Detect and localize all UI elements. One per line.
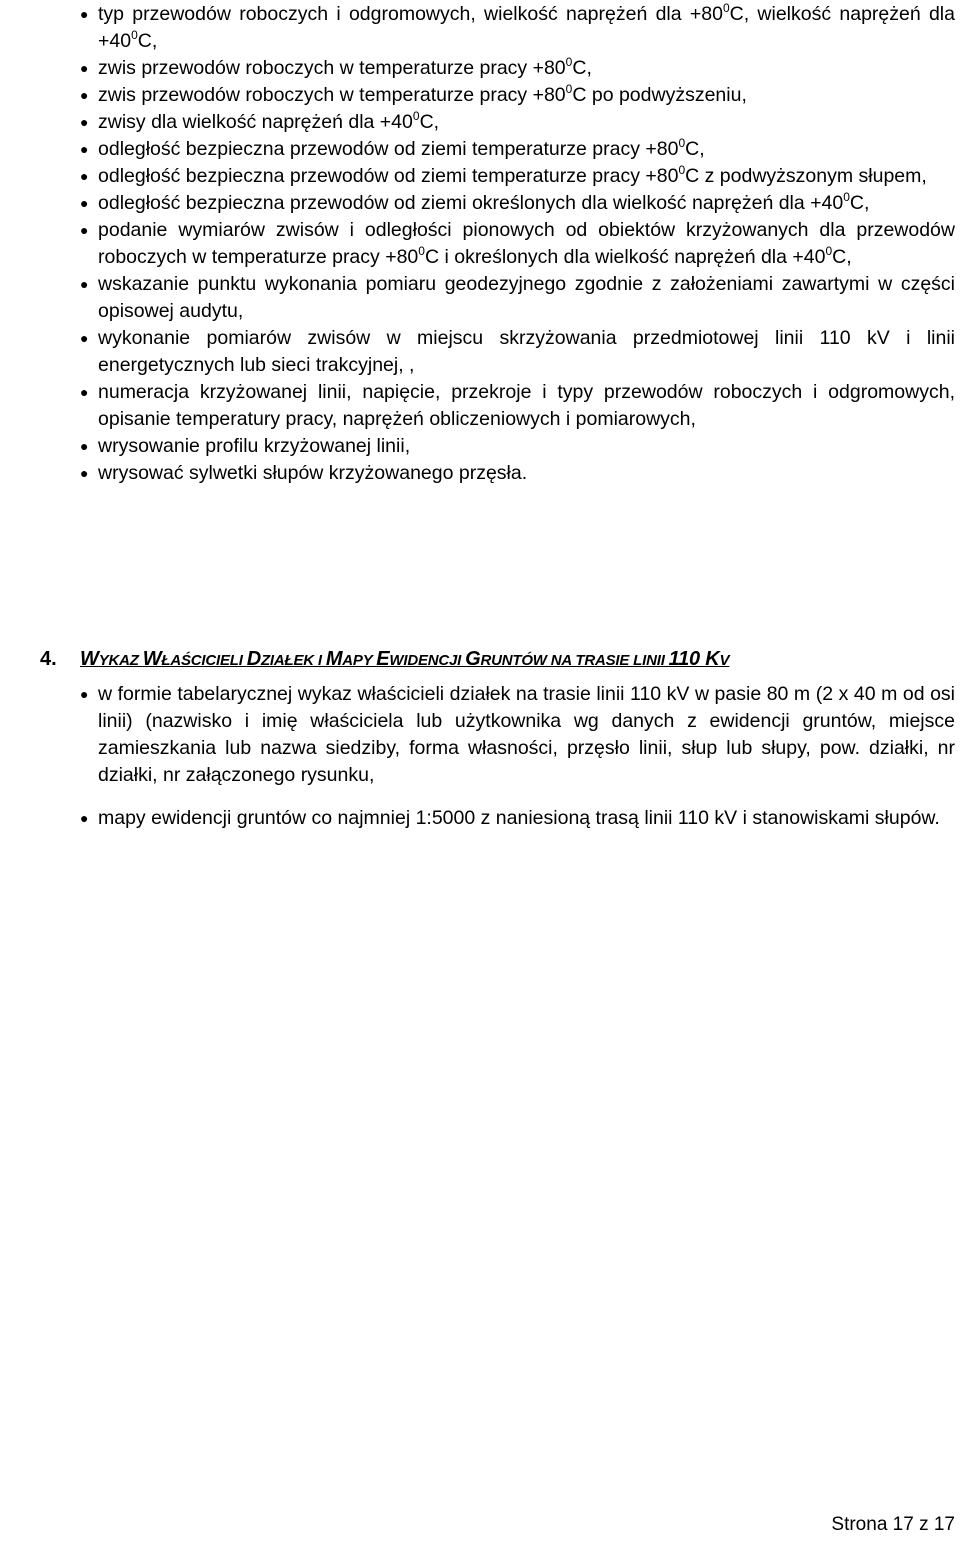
title-fragment: 110 K [668, 648, 720, 670]
list-item-text: C, [685, 138, 705, 160]
list-item [0, 1, 960, 55]
bullet-icon: ● [80, 330, 89, 346]
bullet-icon: ● [80, 276, 89, 292]
title-fragment: ŁAŚCICIELI [161, 652, 247, 669]
list-item [0, 271, 960, 325]
list-item-text: zwisy dla wielkość naprężeń dla +40 [98, 111, 413, 133]
bullet-icon: ● [80, 438, 89, 454]
bullet-icon: ● [80, 195, 89, 211]
bullet-icon: ● [80, 141, 89, 157]
list-item [0, 325, 960, 379]
page-number: Strona 17 z 17 [831, 1514, 955, 1535]
bullet-icon: ● [80, 60, 89, 76]
title-fragment: V [719, 652, 730, 669]
list-item-text: C, wielkość naprężeń dla +40 [98, 3, 955, 52]
list-item [0, 109, 960, 136]
list-item [0, 190, 960, 217]
list-item [0, 681, 960, 789]
list-item-text: typ przewodów roboczych i odgromowych, wielkość naprężeń dla +80 [98, 3, 723, 25]
list-item-text: C, [832, 246, 852, 268]
list-item-text: mapy ewidencji gruntów co najmniej 1:5000 z naniesioną trasą linii 110 kV i stanowiskami słupów. [98, 807, 940, 829]
list-item [0, 136, 960, 163]
bullet-icon: ● [80, 222, 89, 238]
bullet-icon: ● [80, 114, 89, 130]
title-fragment: ZIAŁEK I [260, 652, 326, 669]
list-item-text: wrysowanie profilu krzyżowanej linii, [98, 435, 411, 457]
title-fragment: W [80, 648, 99, 670]
list-item-text: C z podwyższonym słupem, [685, 165, 927, 187]
list-item-text: C, [572, 57, 592, 79]
list-item-text: odległość bezpieczna przewodów od ziemi temperaturze pracy +80 [98, 165, 679, 187]
title-fragment: G [465, 648, 481, 670]
list-item [0, 805, 960, 832]
list-item [0, 460, 960, 487]
list-item-text: podanie wymiarów zwisów i odległości pionowych od obiektów krzyżowanych dla przewodów roboczych w temperaturze pracy +80 [98, 219, 955, 268]
list-item-text: w formie tabelarycznej wykaz właścicieli działek na trasie linii 110 kV w pasie 80 m (2 x 40 m od osi linii) (nazwisko i imię właściciela lub użytkownika wg danych z ewidencji gruntów, miejsce zamieszkania lub nazwa siedziby, forma własności, przęsło linii, słup lub słupy, pow. działki, nr działki, nr załączonego rysunku, [98, 683, 955, 786]
superscript: 0 [843, 190, 850, 204]
ownership-list [0, 681, 960, 848]
title-fragment: RUNTÓW NA TRASIE LINII [480, 652, 669, 669]
superscript: 0 [131, 28, 138, 42]
bullet-icon: ● [80, 6, 89, 22]
title-fragment: D [246, 648, 261, 670]
list-item [0, 379, 960, 433]
list-item [0, 433, 960, 460]
superscript: 0 [825, 244, 833, 258]
superscript: 0 [565, 82, 573, 96]
bullet-icon: ● [80, 465, 89, 481]
superscript: 0 [678, 163, 686, 177]
title-fragment: APY [342, 652, 377, 669]
list-item-text: C, [137, 30, 158, 52]
section-number: 4. [40, 648, 57, 670]
list-item [0, 217, 960, 271]
title-fragment: WIDENCJI [389, 652, 466, 669]
list-item-text: odległość bezpieczna przewodów od ziemi temperaturze pracy +80 [98, 138, 679, 160]
bullet-icon: ● [80, 87, 89, 103]
list-item-text: numeracja krzyżowanej linii, napięcie, przekroje i typy przewodów roboczych i odgromowych, opisanie temperatury pracy, naprężeń obliczeniowych i pomiarowych, [98, 381, 955, 430]
list-item [0, 163, 960, 190]
bullet-icon: ● [80, 810, 89, 826]
list-item-text: odległość bezpieczna przewodów od ziemi określonych dla wielkość naprężeń dla +40 [98, 192, 844, 214]
list-item-text: zwis przewodów roboczych w temperaturze pracy +80 [98, 84, 566, 106]
requirements-list [0, 1, 960, 487]
title-fragment: E [376, 648, 390, 670]
list-item [0, 55, 960, 82]
list-item-text: zwis przewodów roboczych w temperaturze pracy +80 [98, 57, 566, 79]
title-fragment: W [142, 648, 162, 670]
section-title [80, 644, 729, 676]
bullet-icon: ● [80, 168, 89, 184]
bullet-icon: ● [80, 384, 89, 400]
list-item [0, 82, 960, 109]
superscript: 0 [418, 244, 425, 258]
list-item-text: wskazanie punktu wykonania pomiaru geodezyjnego zgodnie z założeniami zawartymi w części opisowej audytu, [98, 273, 955, 322]
superscript: 0 [412, 109, 420, 123]
list-item-text: C, [419, 111, 440, 133]
bullet-icon: ● [80, 686, 89, 702]
superscript: 0 [678, 136, 686, 150]
list-item-text: wrysować sylwetki słupów krzyżowanego przęsła. [98, 462, 528, 484]
list-item-text: wykonanie pomiarów zwisów w miejscu skrzyżowania przedmiotowej linii 110 kV i linii energetycznych lub sieci trakcyjnej, , [98, 327, 955, 376]
superscript: 0 [722, 1, 730, 15]
title-fragment: YKAZ [98, 652, 143, 669]
list-item-text: C po podwyższeniu, [572, 84, 747, 106]
list-item-text: C i określonych dla wielkość naprężeń dla +40 [424, 246, 826, 268]
superscript: 0 [565, 55, 573, 69]
list-item-text: C, [849, 192, 870, 214]
title-fragment: M [325, 648, 343, 670]
